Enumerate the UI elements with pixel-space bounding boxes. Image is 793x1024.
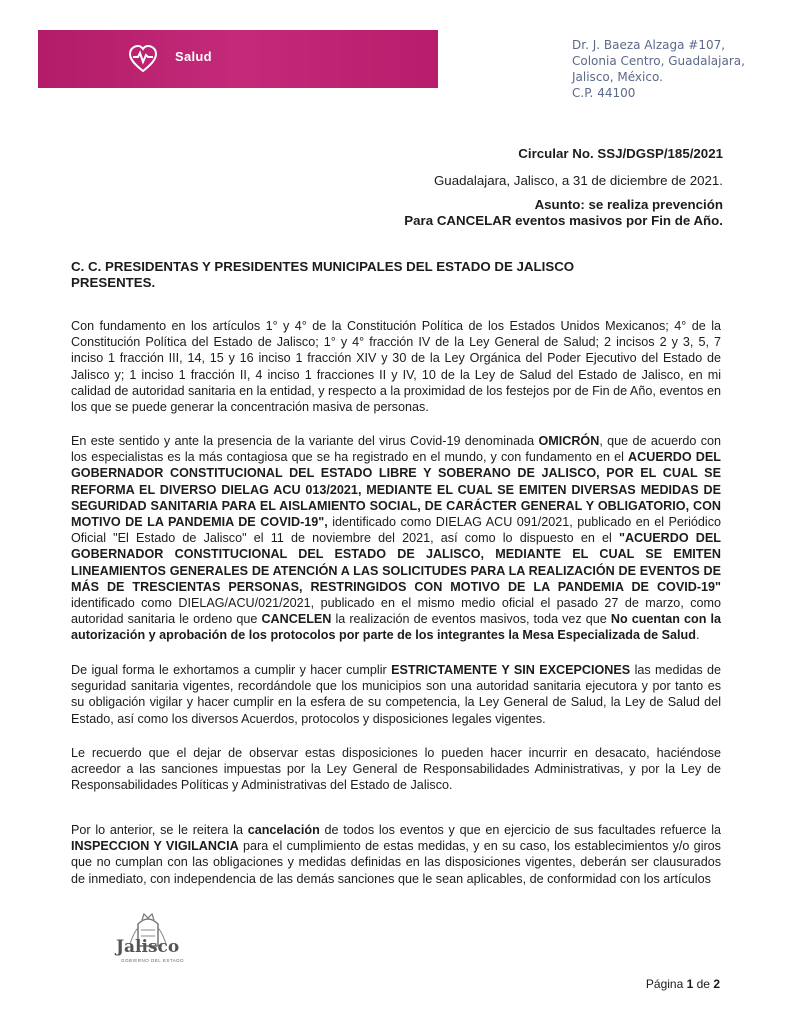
text-run: identificado como DIELAG ACU 091/2021, publicado en el Periódico Oficial "El Estado de Jalisco" el 11 de noviembre del 2021, así como lo dispuesto en el (71, 515, 721, 546)
bold-run: ESTRICTAMENTE Y SIN EXCEPCIONES (391, 663, 631, 677)
body-paragraph-legal-basis: Con fundamento en los artículos 1° y 4° de la Constitución Política de los Estados Unidos Mexicanos; 4° de la Constitución Política del Estado de Jalisco; 1° y 4° fracción IV de la Ley General de Salud; 2 incisos 2 y 3, 5, 7 inciso 1 fracción III, 14, 15 y 16 inciso 1 fracción XIV y 30 de la Ley Orgánica del Poder Ejecutivo del Estado de Jalisco y; 1 inciso 1 fracción II, 4 inciso 1 fracciones II y IV, 10 de la Ley de Salud del Estado de Jalisco, en mi calidad de autoridad sanitaria en la entidad, y respecto a la proximidad de los festejos por de Fin de Año, eventos en los que se puede generar la concentración masiva de personas. (71, 319, 721, 415)
page-prefix: Página (645, 977, 687, 991)
text-run: , que de acuerdo con los especialistas es la más contagiosa que se ha registrado en el mundo, y con fundamento en el (71, 434, 721, 465)
salud-heart-icon (128, 44, 158, 74)
address-line: Jalisco, México. (572, 70, 663, 84)
address-line: Colonia Centro, Guadalajara, (572, 54, 745, 68)
sender-address (572, 37, 745, 101)
salud-brand-text: Salud (175, 49, 212, 64)
recipients-line: C. C. PRESIDENTAS Y PRESIDENTES MUNICIPALES DEL ESTADO DE JALISCO (71, 259, 575, 274)
recipients (71, 259, 574, 291)
bold-run: cancelación (247, 823, 320, 837)
salud-banner (38, 30, 438, 88)
address-line: C.P. 44100 (572, 86, 636, 100)
bold-run: "ACUERDO DEL GOBERNADOR CONSTITUCIONAL DEL ESTADO DE JALISCO, MEDIANTE EL CUAL SE EMITEN LINEAMIENTOS GENERALES DE ATENCIÓN A LAS SOLICITUDES PARA LA REALIZACIÓN DE EVENTOS DE MÁS DE TRESCIENTAS PERSONAS, RESTRINGIDOS CON MOTIVO DE LA PANDEMIA DE COVID-19" (71, 531, 721, 594)
page-number (646, 977, 720, 991)
bold-run: ACUERDO DEL GOBERNADOR CONSTITUCIONAL DEL ESTADO LIBRE Y SOBERANO DE JALISCO, POR EL CUAL SE REFORMA EL DIVERSO DIELAG ACU 013/2021, MEDIANTE EL CUAL SE EMITEN DIVERSAS MEDIDAS DE SEGURIDAD SANITARIA PARA EL AISLAMIENTO SOCIAL, DE CARÁCTER GENERAL Y OBLIGATORIO, CON MOTIVO DE LA PANDEMIA DE COVID-19", (71, 450, 721, 530)
circular-number: Circular No. SSJ/DGSP/185/2021 (518, 146, 723, 161)
body-paragraph-cancellation (71, 822, 721, 887)
body-paragraph-omicron (71, 433, 721, 644)
document-date: Guadalajara, Jalisco, a 31 de diciembre de 2021. (433, 173, 723, 188)
text-run: las medidas de seguridad sanitaria vigentes, recordándole que los municipios son una autoridad sanitaria ejecutora y por tanto es su obligación vigilar y hacer cumplir en la esfera de su competencia, la Ley General de Salud, la Ley de Salud del Estado, así como los diversos Acuerdos, protocolos y disposiciones legales vigentes. (71, 663, 721, 726)
address-line: Dr. J. Baeza Alzaga #107, (572, 38, 726, 52)
text-run: la realización de eventos masivos, toda vez que (331, 612, 611, 627)
page-mid: de (693, 977, 714, 991)
bold-run: INSPECCION Y VIGILANCIA (71, 839, 239, 854)
subject-block (404, 197, 723, 229)
text-run: Por lo anterior, se le reitera la (71, 823, 248, 837)
subject-line: Asunto: se realiza prevención (534, 197, 723, 212)
recipients-line: PRESENTES. (71, 275, 156, 290)
bold-run: OMICRÓN (538, 434, 600, 448)
bold-run: No cuentan con la autorización y aprobación de los protocolos por parte de los integrantes la Mesa Especializada de Salud (71, 612, 721, 643)
body-paragraph-exhortation (71, 662, 721, 727)
jalisco-seal-subtitle: GOBIERNO DEL ESTADO (121, 958, 185, 963)
text-run: En este sentido y ante la presencia de la variante del virus Covid-19 denominada (71, 434, 539, 448)
text-run: De igual forma le exhortamos a cumplir y hacer cumplir (71, 663, 392, 677)
text-run: identificado como DIELAG/ACU/021/2021, publicado en el mismo medio oficial el pasado 27 de marzo, como autoridad sanitaria le ordeno que (71, 596, 721, 627)
text-run: . (695, 628, 700, 643)
text-run: de todos los eventos y que en ejercicio de sus facultades refuerce la (319, 823, 721, 837)
body-paragraph-sanctions: Le recuerdo que el dejar de observar estas disposiciones lo pueden hacer incurrir en desacato, haciéndose acreedor a las sanciones impuestas por la Ley General de Responsabilidades Administrativas, y por la Ley de Responsabilidades Políticas y Administrativas del Estado de Jalisco. (71, 746, 721, 793)
jalisco-seal-name: Jalisco (116, 937, 180, 957)
text-run: para el cumplimiento de estas medidas, y en su caso, los establecimientos y/o giros que no cumplan con las obligaciones y medidas definidas en las disposiciones vigentes, deberán ser clausurados de inmediato, con independencia de las demás sanciones que le sean aplicables, de conformidad con los artículos (71, 839, 721, 886)
subject-line: Para CANCELAR eventos masivos por Fin de Año. (404, 213, 723, 228)
bold-run: CANCELEN (261, 612, 332, 627)
page-total: 2 (713, 977, 720, 991)
page-current: 1 (686, 977, 694, 991)
